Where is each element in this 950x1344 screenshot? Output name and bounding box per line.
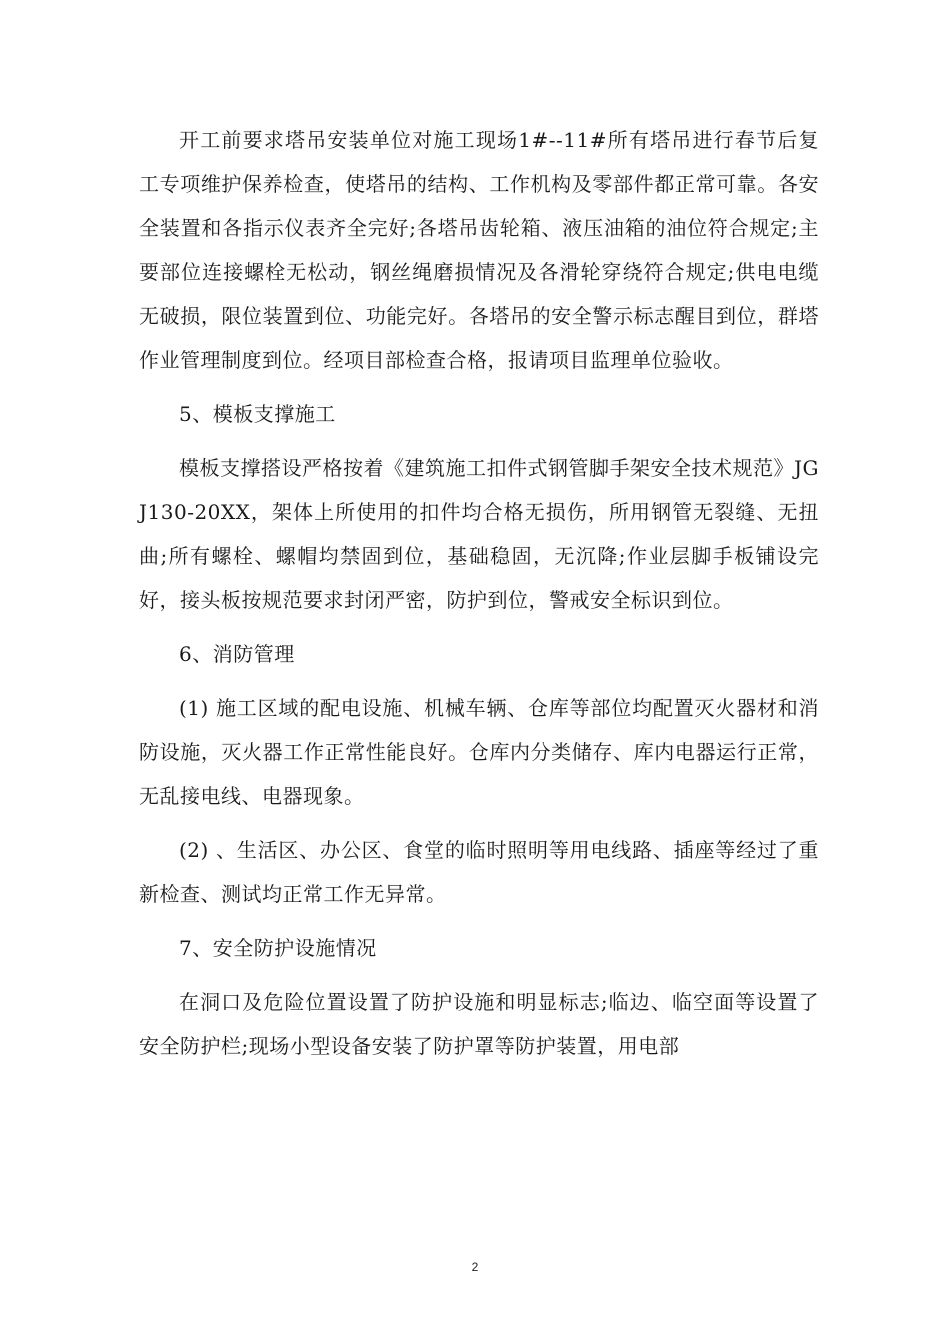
document-body <box>139 118 819 1078</box>
paragraph-safety-protection: 在洞口及危险位置设置了防护设施和明显标志;临边、临空面等设置了安全防护栏;现场小型设备安装了防护罩等防护装置，用电部 <box>139 990 819 1058</box>
paragraph-tower-crane-inspection: 开工前要求塔吊安装单位对施工现场1#--11#所有塔吊进行春节后复工专项维护保养检查，使塔吊的结构、工作机构及零部件都正常可靠。各安全装置和各指示仪表齐全完好;各塔吊齿轮箱、液压油箱的油位符合规定;主要部位连接螺栓无松动，钢丝绳磨损情况及各滑轮穿绕符合规定;供电电缆无破损，限位装置到位、功能完好。各塔吊的安全警示标志醒目到位，群塔作业管理制度到位。经项目部检查合格，报请项目监理单位验收。 <box>139 128 819 372</box>
section-heading-formwork-support: 5、模板支撑施工 <box>179 402 336 426</box>
paragraph-fire-item-2: (2) 、生活区、办公区、食堂的临时照明等用电线路、插座等经过了重新检查、测试均正常工作无异常。 <box>139 838 819 906</box>
section-heading-fire-management: 6、消防管理 <box>179 642 295 666</box>
paragraph-formwork-support: 模板支撑搭设严格按着《建筑施工扣件式钢管脚手架安全技术规范》JGJ130-20XX，架体上所使用的扣件均合格无损伤，所用钢管无裂缝、无扭曲;所有螺栓、螺帽均禁固到位，基础稳固，无沉降;作业层脚手板铺设完好，接头板按规范要求封闭严密，防护到位，警戒安全标识到位。 <box>139 456 819 612</box>
page-number: 2 <box>471 1260 479 1274</box>
section-heading-safety-protection: 7、安全防护设施情况 <box>179 936 377 960</box>
paragraph-fire-item-1: (1) 施工区域的配电设施、机械车辆、仓库等部位均配置灭火器材和消防设施，灭火器工作正常性能良好。仓库内分类储存、库内电器运行正常，无乱接电线、电器现象。 <box>139 696 819 808</box>
